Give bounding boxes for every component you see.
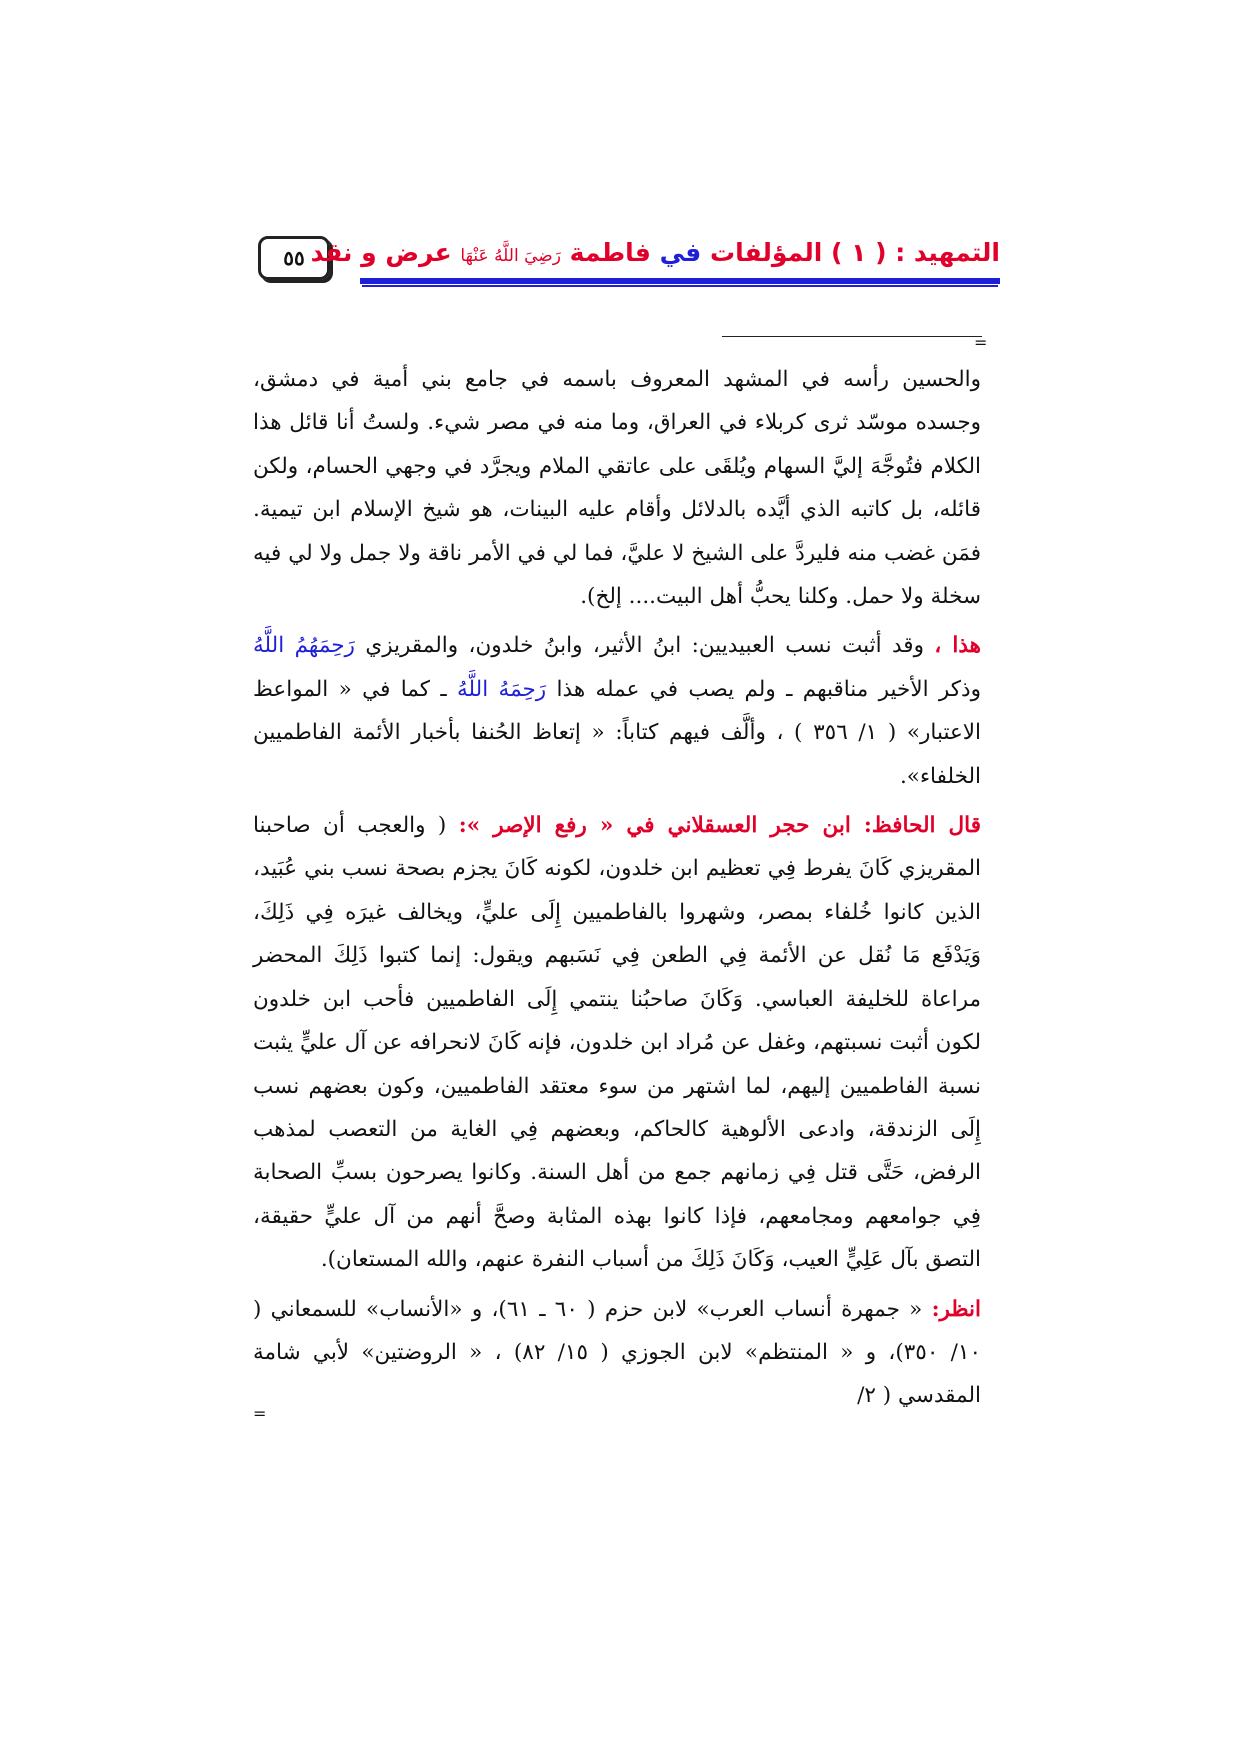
- paragraph-3-lead: قال الحافظ: ابن حجر العسقلاني في « رفع الإصر »:: [458, 813, 981, 839]
- running-title: [310, 238, 1000, 267]
- paragraph-4: [253, 1288, 981, 1418]
- paragraph-3-text: ( والعجب أن صاحبنا المقريزي كَانَ يفرط فِي تعظيم ابن خلدون، لكونه كَانَ يجزم بصحة نسب بني عُبَيد، الذين كانوا خُلفاء بمصر، وشهروا بالفاطميين إِلَى عليٍّ، ويخالف غيرَه فِي ذَلِكَ، وَيَدْفَع مَا نُقل عن الأئمة فِي الطعن فِي نَسَبهم ويقول: إنما كتبوا ذَلِكَ المحضر مراعاة للخليفة العباسي. وَكَانَ صاحبُنا ينتمي إِلَى الفاطميين فأحب ابن خلدون لكون أثبت نسبتهم، وغفل عن مُراد ابن خلدون، فإنه كَانَ لانحرافه عن آل عليٍّ يثبت نسبة الفاطميين إليهم، لما اشتهر من سوء معتقد الفاطميين، وكون بعضهم نسب إِلَى الزندقة، وادعى الألوهية كالحاكم، وبعضهم فِي الغاية من التعصب لمذهب الرفض، حَتَّى قتل فِي زمانهم جمع من أهل السنة. وكانوا يصرحون بسبِّ الصحابة فِي جوامعهم ومجامعهم، فإذا كانوا بهذه المثابة وصحَّ أنهم من آل عليٍّ حقيقة، التصق بآل عَلِيٍّ العيب، وَكَانَ ذَلِكَ من أسباب النفرة عنهم، والله المستعان).: [253, 813, 981, 1273]
- title-part-4: عرض و نقد: [310, 238, 452, 267]
- paragraph-1-text: والحسين رأسه في المشهد المعروف باسمه في جامع بني أمية في دمشق، وجسده موسّد ثرى كربلاء في العراق، وما منه في مصر شيء. ولستُ أنا قائل هذا الكلام فتُوجَّهَ إليَّ السهام ويُلقَى على عاتقي الملام ويجرَّد في وجهي الحسام، ولكن قائله، بل كاتبه الذي أيَّده بالدلائل وأقام عليه البينات، هو شيخ الإسلام ابن تيمية. فمَن غضب منه فليردَّ على الشيخ لا عليَّ، فما لي في الأمر ناقة ولا جمل ولا لي فيه سخلة ولا حمل. وكلنا يحبُّ أهل البيت.... إلخ).: [253, 367, 981, 610]
- paragraph-2-lead: هذا ،: [934, 633, 982, 659]
- page-number: ٥٥: [283, 246, 305, 270]
- paragraph-3: [253, 804, 981, 1281]
- honorific-rahimahullah: رَحِمَهُ اللَّهُ: [457, 676, 547, 702]
- paragraph-4-text: « جمهرة أنساب العرب» لابن حزم ( ٦٠ ـ ٦١)، و «الأنساب» للسمعاني ( ١٠/ ٣٥٠)، و « المنتظم» لابن الجوزي ( ١٥/ ٨٢) ، « الروضتين» لأبي شامة المقدسي ( ٢/: [253, 1296, 982, 1409]
- title-part-1: التمهيد : ( ١ ) المؤلفات: [710, 238, 1000, 267]
- footnote-continuation-mark-top: =: [974, 333, 988, 352]
- paragraph-2: [253, 624, 981, 798]
- header-underline: [360, 278, 1000, 284]
- title-part-3: فاطمة: [569, 238, 651, 267]
- paragraph-2-text-a: وقد أثبت نسب العبيديين: ابنُ الأثير، وابنُ خلدون، والمقريزي: [354, 633, 935, 659]
- title-part-2: في: [659, 238, 702, 267]
- paragraph-2-text-b: وذكر الأخير مناقبهم ـ ولم يصب في عمله هذا: [546, 676, 981, 702]
- footnote-body: [253, 358, 981, 1424]
- paragraph-1: [253, 358, 981, 618]
- paragraph-4-lead: انظر:: [931, 1296, 981, 1322]
- paragraph-2-text-c: ـ كما في « المواعظ الاعتبار» ( ١/ ٣٥٦ ) ، وألَّف فيهم كتاباً: « إتعاظ الحُنفا بأخبار الأئمة الفاطميين الخلفاء».: [253, 676, 982, 789]
- footnote-separator: [722, 336, 982, 337]
- honorific-glyph: رَضِيَ اللَّهُ عَنْهَا: [460, 246, 561, 266]
- footnote-continuation-mark-bottom: =: [253, 1404, 267, 1423]
- honorific-rahimahumullah: رَحِمَهُمُ اللَّهُ: [253, 633, 355, 659]
- page-header: [258, 236, 1000, 292]
